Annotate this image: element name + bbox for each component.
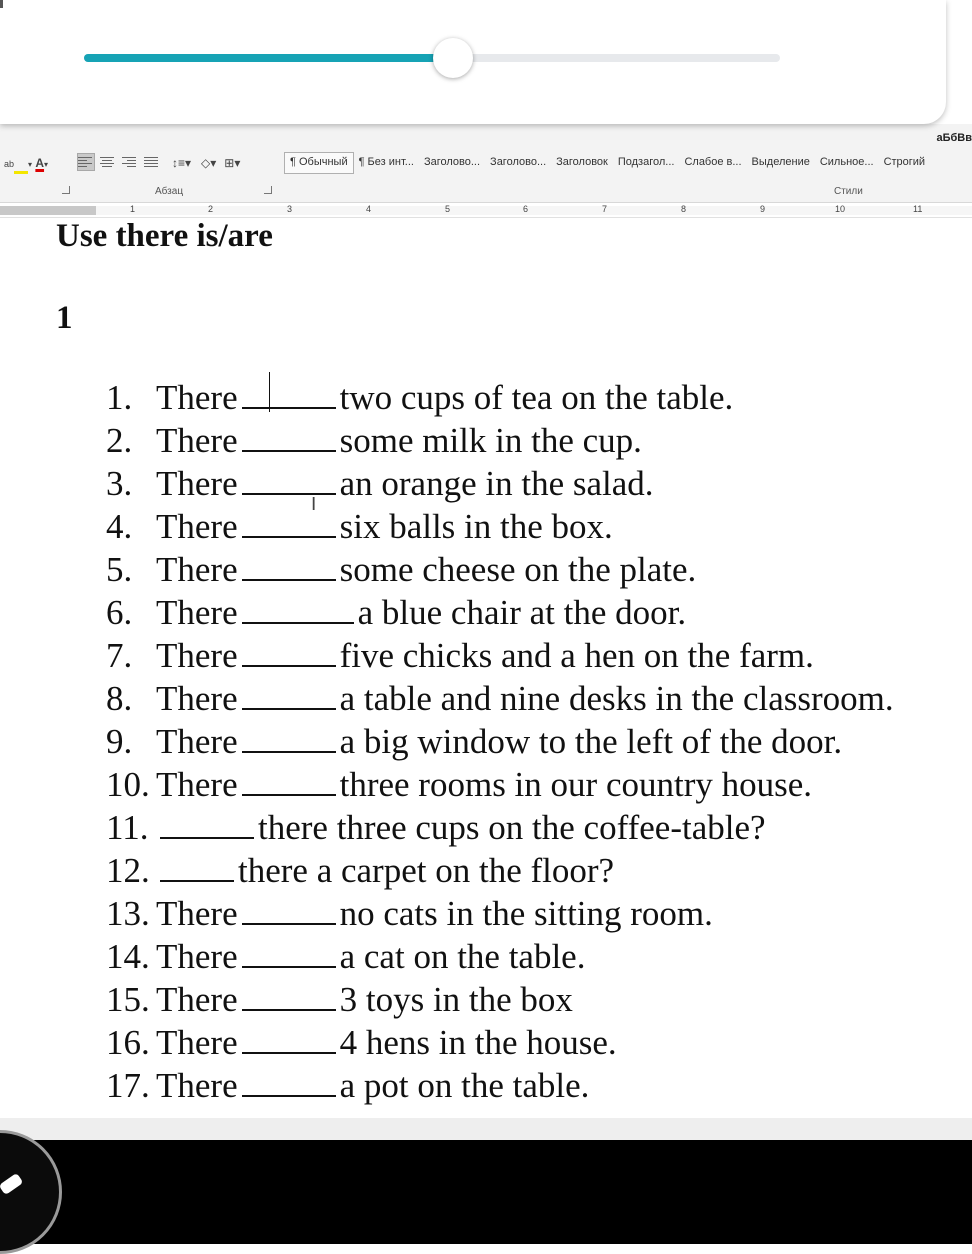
item-lead-word: There [156,894,238,933]
style-subtle-emphasis[interactable]: Слабое в... [684,156,742,168]
font-color-button[interactable]: A [35,156,45,170]
item-number: 16. [106,1023,150,1062]
ruler-number: 4 [366,204,372,214]
zoom-slider-thumb[interactable] [433,38,473,78]
answer-blank[interactable] [242,379,336,409]
document-title: Use there is/are [56,218,273,254]
style-subtitle[interactable]: Подзагол... [617,156,675,168]
item-lead-word: There [156,507,238,546]
exercise-item [106,677,894,720]
answer-blank[interactable] [242,680,336,710]
item-number: 7. [106,636,133,675]
ruler-number: 2 [208,204,214,214]
exercise-item [106,505,613,548]
style-normal[interactable]: ¶ Обычный [284,152,354,174]
page-bottom-edge [0,1118,972,1140]
shading-icon[interactable]: ◇▾ [201,156,217,170]
item-number: 6. [106,593,133,632]
item-number: 13. [106,894,150,933]
exercise-item [106,634,814,677]
ruler-number: 5 [445,204,451,214]
answer-blank[interactable] [242,766,336,796]
styles-gallery [284,152,930,172]
exercise-item [106,720,842,763]
item-lead-word: There [156,980,238,1019]
answer-blank[interactable] [242,637,336,667]
exercise-item [106,935,585,978]
zoom-slider-fill [84,54,453,62]
exercise-item [106,1064,589,1107]
ruler-number: 10 [835,204,846,214]
exercise-item [106,462,654,505]
ruler-number: 9 [760,204,766,214]
ruler-left-margin [0,206,96,215]
answer-blank[interactable] [242,422,336,452]
style-heading-1[interactable]: Заголово... [423,156,481,168]
answer-blank[interactable] [242,508,336,538]
exercise-item [106,419,642,462]
answer-blank[interactable] [242,981,336,1011]
item-lead-word: There [156,636,238,675]
exercise-item [106,591,686,634]
ibeam-cursor-icon: I [311,494,317,515]
highlighter-icon: ab [4,159,15,169]
text-cursor [269,372,270,412]
font-dialog-launcher[interactable] [62,186,70,194]
answer-blank[interactable] [242,465,336,495]
borders-icon[interactable]: ⊞▾ [224,156,241,170]
item-lead-word: There [156,550,238,589]
section-number: 1 [56,300,73,336]
exercise-item [106,763,812,806]
item-number: 2. [106,421,133,460]
item-number: 1. [106,378,133,417]
item-lead-word: There [156,937,238,976]
item-text: an orange in the salad. [339,464,654,503]
item-text: five chicks and a hen on the farm. [339,636,814,675]
item-lead-word: There [156,679,238,718]
item-text: some cheese on the plate. [339,550,697,589]
exercise-item [106,978,573,1021]
item-number: 8. [106,679,133,718]
item-number: 3. [106,464,133,503]
style-intense-emphasis[interactable]: Сильное... [819,156,874,168]
answer-blank[interactable] [242,551,336,581]
style-strong[interactable]: Строгий [883,156,926,168]
exercise-item [106,548,696,591]
answer-blank[interactable] [242,1024,336,1054]
item-lead-word: There [156,464,238,503]
answer-blank[interactable] [242,895,336,925]
line-spacing-icon[interactable]: ↕≡▾ [172,156,192,170]
item-text: a blue chair at the door. [357,593,687,632]
item-number: 12. [106,851,150,890]
align-left-button[interactable] [78,154,94,170]
zoom-slider-track[interactable] [84,54,780,62]
styles-group-label: Стили [834,186,863,197]
item-text: there three cups on the coffee-table? [258,808,766,847]
bottom-bar [0,1140,972,1244]
item-text: three rooms in our country house. [339,765,813,804]
style-no-spacing[interactable]: ¶ Без инт... [358,156,414,168]
ruler-number: 7 [602,204,608,214]
item-text: a pot on the table. [339,1066,590,1105]
item-text: some milk in the cup. [339,421,642,460]
justify-button[interactable] [144,154,160,170]
ribbon [0,124,972,203]
item-text: six balls in the box. [339,507,613,546]
item-text: a table and nine desks in the classroom. [339,679,894,718]
item-number: 11. [106,808,149,847]
exercise-item [106,892,713,935]
highlight-color-button[interactable] [4,156,35,170]
align-right-button[interactable] [122,154,138,170]
item-lead-word: There [156,1023,238,1062]
ruler-number: 11 [913,204,923,214]
item-text: two cups of tea on the table. [339,378,734,417]
chevron-down-icon: ▾ [44,160,49,169]
answer-blank[interactable] [160,809,254,839]
item-text: 4 hens in the house. [339,1023,617,1062]
item-text: no cats in the sitting room. [339,894,713,933]
item-lead-word: There [156,1066,238,1105]
style-title[interactable]: Заголовок [556,156,608,168]
item-number: 5. [106,550,133,589]
item-lead-word: There [156,421,238,460]
paragraph-dialog-launcher[interactable] [264,186,272,194]
item-text: 3 toys in the box [339,980,573,1019]
ruler-number: 6 [523,204,529,214]
exercise-item [106,1021,617,1064]
item-number: 9. [106,722,133,761]
item-lead-word: There [156,722,238,761]
ruler-number: 1 [130,204,136,214]
highlight-swatch [14,171,28,174]
answer-blank[interactable] [242,723,336,753]
item-text: a cat on the table. [339,937,586,976]
align-center-button[interactable] [100,154,116,170]
answer-blank[interactable] [242,594,354,624]
slider-popup [0,0,946,124]
answer-blank[interactable] [242,938,336,968]
item-number: 4. [106,507,133,546]
item-number: 15. [106,980,150,1019]
paragraph-tools [78,154,278,172]
ruler-number: 8 [681,204,687,214]
item-text: there a carpet on the floor? [238,851,615,890]
exercise-item [106,849,614,892]
exercise-item [106,806,766,849]
item-number: 14. [106,937,150,976]
style-emphasis[interactable]: Выделение [751,156,810,168]
popup-edge-mark [0,0,3,8]
exercise-item [106,376,733,419]
font-tools [4,154,68,172]
styles-gallery-peek: аБбВв [936,132,972,144]
paragraph-group-label: Абзац [155,186,184,197]
document-page[interactable] [0,218,972,1118]
style-heading-2[interactable]: Заголово... [490,156,547,168]
answer-blank[interactable] [242,1067,336,1097]
ruler-number: 3 [287,204,293,214]
item-lead-word: There [156,765,238,804]
item-number: 10. [106,765,150,804]
item-number: 17. [106,1066,150,1105]
item-text: a big window to the left of the door. [339,722,843,761]
item-lead-word: There [156,378,238,417]
chevron-down-icon: ▾ [28,160,33,169]
item-lead-word: There [156,593,238,632]
horizontal-ruler[interactable] [0,203,972,218]
answer-blank[interactable] [160,852,234,882]
